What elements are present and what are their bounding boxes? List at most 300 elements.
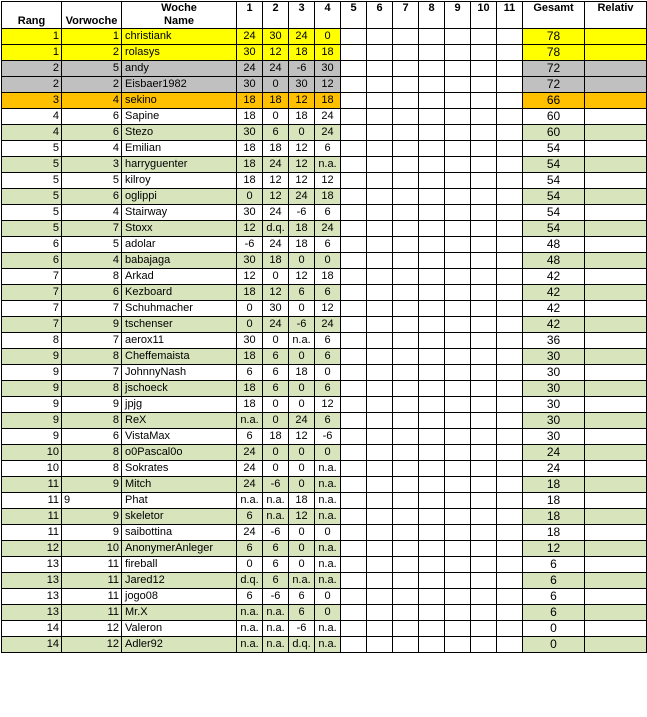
week-5-empty-cell [341,429,367,445]
week-2-score-cell: 0 [263,413,289,429]
week-6-empty-cell [367,125,393,141]
week-2-score-cell: 0 [263,269,289,285]
week-11-empty-cell [497,205,523,221]
player-name-cell: ReX [122,413,237,429]
rank-cell: 4 [2,109,62,125]
week-9-empty-cell [445,269,471,285]
week-4-score-cell: 0 [315,253,341,269]
week-11-empty-cell [497,109,523,125]
week-4-score-cell: n.a. [315,157,341,173]
week-5-empty-cell [341,413,367,429]
week-6-empty-cell [367,621,393,637]
header-row-top [2,2,647,16]
previous-week-cell: 9 [62,397,122,413]
table-row [2,29,647,45]
previous-week-cell: 12 [62,621,122,637]
relative-score-cell [585,141,647,157]
relative-score-cell [585,573,647,589]
week-2-score-cell: d.q. [263,221,289,237]
week-10-empty-cell [471,397,497,413]
week-2-score-cell: 0 [263,333,289,349]
table-row [2,221,647,237]
week-10-empty-cell [471,445,497,461]
rank-cell: 12 [2,541,62,557]
total-score-cell: 18 [523,493,585,509]
week-4-score-cell: 6 [315,413,341,429]
week-7-empty-cell [393,605,419,621]
relative-score-cell [585,269,647,285]
week-6-empty-cell [367,589,393,605]
relative-score-cell [585,461,647,477]
week-2-score-cell: 24 [263,61,289,77]
week-1-score-cell: n.a. [237,493,263,509]
total-score-cell: 54 [523,141,585,157]
relative-score-cell [585,621,647,637]
previous-week-cell: 8 [62,269,122,285]
relative-score-cell [585,253,647,269]
total-score-cell: 6 [523,605,585,621]
week-7-empty-cell [393,93,419,109]
header-row-bottom [2,15,647,29]
table-row [2,61,647,77]
week-6-empty-cell [367,269,393,285]
week-7-empty-cell [393,413,419,429]
week-10-empty-cell [471,573,497,589]
week-1-score-cell: 30 [237,333,263,349]
week-4-score-cell: 12 [315,397,341,413]
week-6-empty-cell [367,253,393,269]
total-score-cell: 24 [523,445,585,461]
week-3-score-cell: 0 [289,445,315,461]
header-week-11: 11 [497,2,523,16]
total-score-cell: 42 [523,317,585,333]
week-6-empty-cell [367,221,393,237]
rank-cell: 13 [2,605,62,621]
week-11-empty-cell [497,141,523,157]
previous-week-cell: 7 [62,333,122,349]
previous-week-cell: 11 [62,589,122,605]
week-3-score-cell: 18 [289,493,315,509]
week-7-empty-cell [393,333,419,349]
week-4-score-cell: n.a. [315,477,341,493]
header-blank [497,15,523,29]
week-2-score-cell: 0 [263,397,289,413]
week-5-empty-cell [341,605,367,621]
week-2-score-cell: 6 [263,557,289,573]
week-10-empty-cell [471,269,497,285]
header-blank [367,15,393,29]
previous-week-cell: 8 [62,445,122,461]
relative-score-cell [585,189,647,205]
week-10-empty-cell [471,221,497,237]
week-5-empty-cell [341,461,367,477]
relative-score-cell [585,541,647,557]
week-9-empty-cell [445,285,471,301]
week-11-empty-cell [497,557,523,573]
rank-cell: 5 [2,189,62,205]
table-row [2,317,647,333]
week-5-empty-cell [341,557,367,573]
week-2-score-cell: 30 [263,29,289,45]
week-6-empty-cell [367,77,393,93]
week-5-empty-cell [341,29,367,45]
week-6-empty-cell [367,413,393,429]
total-score-cell: 0 [523,637,585,653]
week-10-empty-cell [471,125,497,141]
week-10-empty-cell [471,477,497,493]
week-4-score-cell: 18 [315,269,341,285]
week-1-score-cell: n.a. [237,637,263,653]
week-7-empty-cell [393,45,419,61]
total-score-cell: 0 [523,621,585,637]
table-row [2,509,647,525]
week-9-empty-cell [445,621,471,637]
relative-score-cell [585,525,647,541]
previous-week-cell: 6 [62,189,122,205]
week-3-score-cell: 12 [289,157,315,173]
table-row [2,253,647,269]
relative-score-cell [585,285,647,301]
previous-week-cell: 9 [62,509,122,525]
player-name-cell: harryguenter [122,157,237,173]
week-3-score-cell: 24 [289,189,315,205]
week-2-score-cell: 18 [263,429,289,445]
header-week-2: 2 [263,2,289,16]
previous-week-cell: 3 [62,157,122,173]
week-8-empty-cell [419,637,445,653]
week-5-empty-cell [341,93,367,109]
week-7-empty-cell [393,253,419,269]
player-name-cell: Adler92 [122,637,237,653]
week-5-empty-cell [341,173,367,189]
week-11-empty-cell [497,125,523,141]
week-9-empty-cell [445,141,471,157]
player-name-cell: saibottina [122,525,237,541]
week-3-score-cell: 12 [289,141,315,157]
relative-score-cell [585,173,647,189]
week-9-empty-cell [445,605,471,621]
total-score-cell: 78 [523,45,585,61]
week-3-score-cell: 6 [289,605,315,621]
week-9-empty-cell [445,29,471,45]
player-name-cell: Phat [122,493,237,509]
total-score-cell: 48 [523,237,585,253]
week-4-score-cell: n.a. [315,541,341,557]
week-10-empty-cell [471,381,497,397]
week-5-empty-cell [341,509,367,525]
player-name-cell: Eisbaer1982 [122,77,237,93]
week-2-score-cell: n.a. [263,605,289,621]
week-9-empty-cell [445,221,471,237]
week-1-score-cell: d.q. [237,573,263,589]
week-1-score-cell: 18 [237,173,263,189]
week-1-score-cell: 18 [237,285,263,301]
total-score-cell: 42 [523,285,585,301]
previous-week-cell: 4 [62,141,122,157]
week-6-empty-cell [367,109,393,125]
week-1-score-cell: 24 [237,477,263,493]
week-3-score-cell: -6 [289,61,315,77]
table-row [2,429,647,445]
week-5-empty-cell [341,589,367,605]
previous-week-cell: 7 [62,365,122,381]
table-row [2,397,647,413]
week-9-empty-cell [445,61,471,77]
player-name-cell: aerox11 [122,333,237,349]
week-6-empty-cell [367,445,393,461]
week-4-score-cell: 12 [315,173,341,189]
header-blank [62,2,122,16]
rank-cell: 7 [2,269,62,285]
week-7-empty-cell [393,237,419,253]
week-2-score-cell: -6 [263,525,289,541]
rank-cell: 7 [2,285,62,301]
previous-week-cell: 7 [62,301,122,317]
week-8-empty-cell [419,493,445,509]
week-10-empty-cell [471,509,497,525]
week-6-empty-cell [367,573,393,589]
week-8-empty-cell [419,317,445,333]
week-2-score-cell: -6 [263,477,289,493]
rank-cell: 9 [2,397,62,413]
week-5-empty-cell [341,125,367,141]
header-woche: Woche [122,2,237,16]
week-9-empty-cell [445,349,471,365]
week-6-empty-cell [367,189,393,205]
week-3-score-cell: 0 [289,253,315,269]
week-7-empty-cell [393,509,419,525]
header-rang: Rang [2,15,62,29]
week-11-empty-cell [497,573,523,589]
week-7-empty-cell [393,573,419,589]
relative-score-cell [585,61,647,77]
week-2-score-cell: 24 [263,157,289,173]
week-1-score-cell: 18 [237,397,263,413]
total-score-cell: 6 [523,589,585,605]
week-11-empty-cell [497,77,523,93]
week-2-score-cell: 24 [263,317,289,333]
table-row [2,365,647,381]
week-1-score-cell: 18 [237,349,263,365]
week-4-score-cell: 0 [315,525,341,541]
total-score-cell: 30 [523,397,585,413]
header-blank [289,15,315,29]
header-gesamt: Gesamt [523,2,585,16]
week-11-empty-cell [497,509,523,525]
header-blank [393,15,419,29]
week-6-empty-cell [367,61,393,77]
week-1-score-cell: 24 [237,61,263,77]
week-5-empty-cell [341,301,367,317]
week-9-empty-cell [445,253,471,269]
total-score-cell: 42 [523,269,585,285]
week-8-empty-cell [419,125,445,141]
week-7-empty-cell [393,301,419,317]
header-blank [2,2,62,16]
rank-cell: 5 [2,173,62,189]
week-2-score-cell: 0 [263,109,289,125]
week-8-empty-cell [419,509,445,525]
week-11-empty-cell [497,157,523,173]
header-week-8: 8 [419,2,445,16]
rank-cell: 2 [2,61,62,77]
previous-week-cell: 12 [62,637,122,653]
relative-score-cell [585,493,647,509]
week-7-empty-cell [393,621,419,637]
week-7-empty-cell [393,109,419,125]
previous-week-cell: 11 [62,605,122,621]
week-5-empty-cell [341,61,367,77]
week-1-score-cell: n.a. [237,621,263,637]
week-11-empty-cell [497,173,523,189]
relative-score-cell [585,557,647,573]
week-8-empty-cell [419,93,445,109]
week-4-score-cell: n.a. [315,637,341,653]
week-3-score-cell: 0 [289,381,315,397]
week-7-empty-cell [393,157,419,173]
week-9-empty-cell [445,429,471,445]
week-6-empty-cell [367,557,393,573]
player-name-cell: Arkad [122,269,237,285]
player-name-cell: tschenser [122,317,237,333]
relative-score-cell [585,157,647,173]
week-4-score-cell: 6 [315,237,341,253]
week-8-empty-cell [419,109,445,125]
week-4-score-cell: n.a. [315,557,341,573]
week-8-empty-cell [419,541,445,557]
week-2-score-cell: 12 [263,189,289,205]
week-4-score-cell: 18 [315,45,341,61]
week-6-empty-cell [367,381,393,397]
week-3-score-cell: 12 [289,509,315,525]
week-1-score-cell: n.a. [237,605,263,621]
week-6-empty-cell [367,637,393,653]
week-9-empty-cell [445,477,471,493]
rank-cell: 14 [2,637,62,653]
week-9-empty-cell [445,317,471,333]
table-row [2,381,647,397]
previous-week-cell: 4 [62,205,122,221]
relative-score-cell [585,45,647,61]
table-row [2,237,647,253]
week-11-empty-cell [497,477,523,493]
week-11-empty-cell [497,525,523,541]
week-3-score-cell: 0 [289,125,315,141]
week-8-empty-cell [419,557,445,573]
week-11-empty-cell [497,397,523,413]
week-3-score-cell: 0 [289,477,315,493]
week-8-empty-cell [419,45,445,61]
week-1-score-cell: 0 [237,557,263,573]
week-10-empty-cell [471,237,497,253]
week-2-score-cell: 6 [263,541,289,557]
total-score-cell: 30 [523,413,585,429]
week-5-empty-cell [341,189,367,205]
week-10-empty-cell [471,365,497,381]
table-row [2,349,647,365]
week-7-empty-cell [393,541,419,557]
week-8-empty-cell [419,285,445,301]
week-8-empty-cell [419,205,445,221]
previous-week-cell: 5 [62,237,122,253]
week-4-score-cell: n.a. [315,461,341,477]
relative-score-cell [585,413,647,429]
total-score-cell: 54 [523,157,585,173]
week-10-empty-cell [471,253,497,269]
total-score-cell: 60 [523,125,585,141]
week-2-score-cell: 6 [263,365,289,381]
table-row [2,605,647,621]
player-name-cell: JohnnyNash [122,365,237,381]
week-5-empty-cell [341,253,367,269]
header-blank [585,15,647,29]
week-7-empty-cell [393,317,419,333]
week-3-score-cell: 12 [289,173,315,189]
table-row [2,141,647,157]
week-1-score-cell: 0 [237,317,263,333]
table-row [2,109,647,125]
week-9-empty-cell [445,109,471,125]
week-1-score-cell: 30 [237,77,263,93]
week-4-score-cell: n.a. [315,509,341,525]
player-name-cell: Stezo [122,125,237,141]
previous-week-cell: 8 [62,461,122,477]
week-1-score-cell: 6 [237,365,263,381]
week-8-empty-cell [419,157,445,173]
week-11-empty-cell [497,221,523,237]
week-11-empty-cell [497,301,523,317]
rank-cell: 7 [2,301,62,317]
previous-week-cell: 7 [62,221,122,237]
week-11-empty-cell [497,365,523,381]
week-1-score-cell: 0 [237,189,263,205]
total-score-cell: 18 [523,509,585,525]
relative-score-cell [585,589,647,605]
player-name-cell: Mitch [122,477,237,493]
week-5-empty-cell [341,573,367,589]
week-8-empty-cell [419,173,445,189]
week-5-empty-cell [341,381,367,397]
week-11-empty-cell [497,61,523,77]
week-10-empty-cell [471,189,497,205]
week-9-empty-cell [445,557,471,573]
week-4-score-cell: 18 [315,93,341,109]
previous-week-cell: 6 [62,429,122,445]
previous-week-cell: 9 [62,493,122,509]
week-1-score-cell: 24 [237,525,263,541]
week-8-empty-cell [419,429,445,445]
week-2-score-cell: 0 [263,461,289,477]
week-3-score-cell: -6 [289,205,315,221]
week-3-score-cell: 12 [289,93,315,109]
week-10-empty-cell [471,557,497,573]
relative-score-cell [585,317,647,333]
week-7-empty-cell [393,445,419,461]
week-5-empty-cell [341,541,367,557]
week-8-empty-cell [419,525,445,541]
week-5-empty-cell [341,477,367,493]
total-score-cell: 30 [523,429,585,445]
week-6-empty-cell [367,333,393,349]
week-6-empty-cell [367,93,393,109]
header-relativ: Relativ [585,2,647,16]
week-5-empty-cell [341,397,367,413]
week-7-empty-cell [393,77,419,93]
rank-cell: 10 [2,461,62,477]
rank-cell: 6 [2,237,62,253]
week-6-empty-cell [367,301,393,317]
header-blank [445,15,471,29]
